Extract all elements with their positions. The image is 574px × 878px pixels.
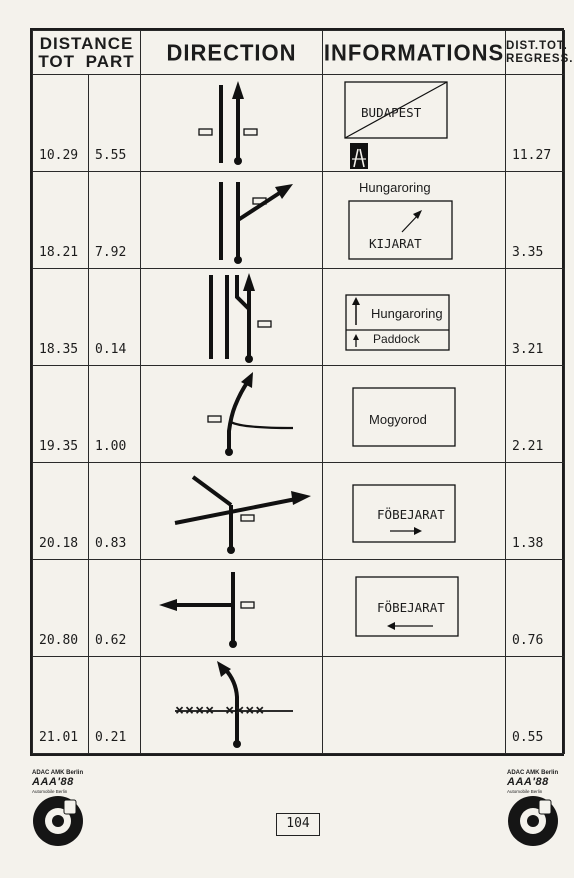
tot-cell: 20.18 (33, 463, 89, 560)
table-row (33, 366, 565, 463)
logo-line2: AAA'88 (507, 776, 549, 788)
part-cell: 0.21 (89, 657, 141, 754)
direction-cell (141, 75, 323, 172)
page-number: 104 (276, 813, 320, 836)
sign-text-top: Hungaroring (371, 306, 443, 321)
sign-text-bottom: Paddock (373, 332, 420, 346)
part-cell: 7.92 (89, 172, 141, 269)
crossing-marks: ×××× ×××× (175, 701, 266, 719)
regress-label: REGRESS. (506, 52, 574, 65)
tot-cell: 21.01 (33, 657, 89, 754)
fork-left-diagram (141, 366, 323, 463)
regress-cell: 11.27 (506, 75, 565, 172)
part-label: PART (85, 51, 135, 71)
table-row (33, 269, 565, 366)
sign-text: Mogyorod (369, 412, 427, 427)
table-row (33, 463, 565, 560)
regress-cell: 1.38 (506, 463, 565, 560)
rally-logo-left (30, 770, 88, 848)
roadbook-sheet (30, 28, 574, 756)
regress-cell: 3.21 (506, 269, 565, 366)
direction-cell (141, 366, 323, 463)
roadbook-table (32, 30, 574, 754)
info-cell (323, 560, 506, 657)
direction-header: DIRECTION (141, 29, 323, 75)
logo-line3: Automobile Berlin (507, 789, 543, 794)
info-cell (323, 366, 506, 463)
table-row (33, 560, 565, 657)
logo-line2: AAA'88 (32, 776, 74, 788)
info-cell (323, 172, 506, 269)
table-row (33, 75, 565, 172)
info-cell (323, 269, 506, 366)
informations-header: INFORMATIONS (323, 29, 506, 75)
direction-cell (141, 172, 323, 269)
tot-cell: 10.29 (33, 75, 89, 172)
table-row (33, 657, 565, 754)
part-cell: 0.14 (89, 269, 141, 366)
info-cell (323, 657, 506, 754)
intersection-right-diagram (141, 463, 323, 560)
info-cell (323, 463, 506, 560)
straight-ahead-diagram (141, 75, 323, 172)
sign-text: FÖBEJARAT (377, 600, 445, 615)
tot-label: TOT (38, 51, 76, 71)
header-row (33, 31, 565, 75)
dist-tot-label: DIST.TOT. (506, 39, 568, 52)
brake-disc-icon (30, 794, 88, 848)
lane-split-diagram (141, 269, 323, 366)
tot-cell: 18.35 (33, 269, 89, 366)
tot-cell: 19.35 (33, 366, 89, 463)
direction-cell (141, 269, 323, 366)
info-cell (323, 75, 506, 172)
direction-cell (141, 657, 323, 754)
direction-cell (141, 463, 323, 560)
logo-line3: Automobile Berlin (32, 789, 68, 794)
brake-disc-icon (505, 794, 563, 848)
tot-cell: 18.21 (33, 172, 89, 269)
part-cell: 0.83 (89, 463, 141, 560)
sign-text: BUDAPEST (361, 105, 422, 120)
turn-left-diagram (141, 560, 323, 657)
sign-text: KIJARAT (369, 236, 422, 251)
motorway-sign (323, 75, 506, 172)
destination-label: Hungaroring (359, 180, 431, 195)
exit-right-diagram (141, 172, 323, 269)
tot-cell: 20.80 (33, 560, 89, 657)
logo-line1: ADAC AMK Berlin (507, 770, 559, 776)
distance-label: DISTANCE (39, 33, 134, 53)
direction-cell (141, 560, 323, 657)
regress-cell: 3.35 (506, 172, 565, 269)
sign-text: FÖBEJARAT (377, 507, 445, 522)
logo-line1: ADAC AMK Berlin (32, 770, 84, 776)
regress-cell: 0.76 (506, 560, 565, 657)
regress-cell: 2.21 (506, 366, 565, 463)
part-cell: 0.62 (89, 560, 141, 657)
distance-header (33, 31, 141, 75)
part-cell: 1.00 (89, 366, 141, 463)
rally-logo-right (505, 770, 563, 848)
regress-header (506, 31, 574, 75)
regress-cell: 0.55 (506, 657, 565, 754)
table-row (33, 172, 565, 269)
part-cell: 5.55 (89, 75, 141, 172)
